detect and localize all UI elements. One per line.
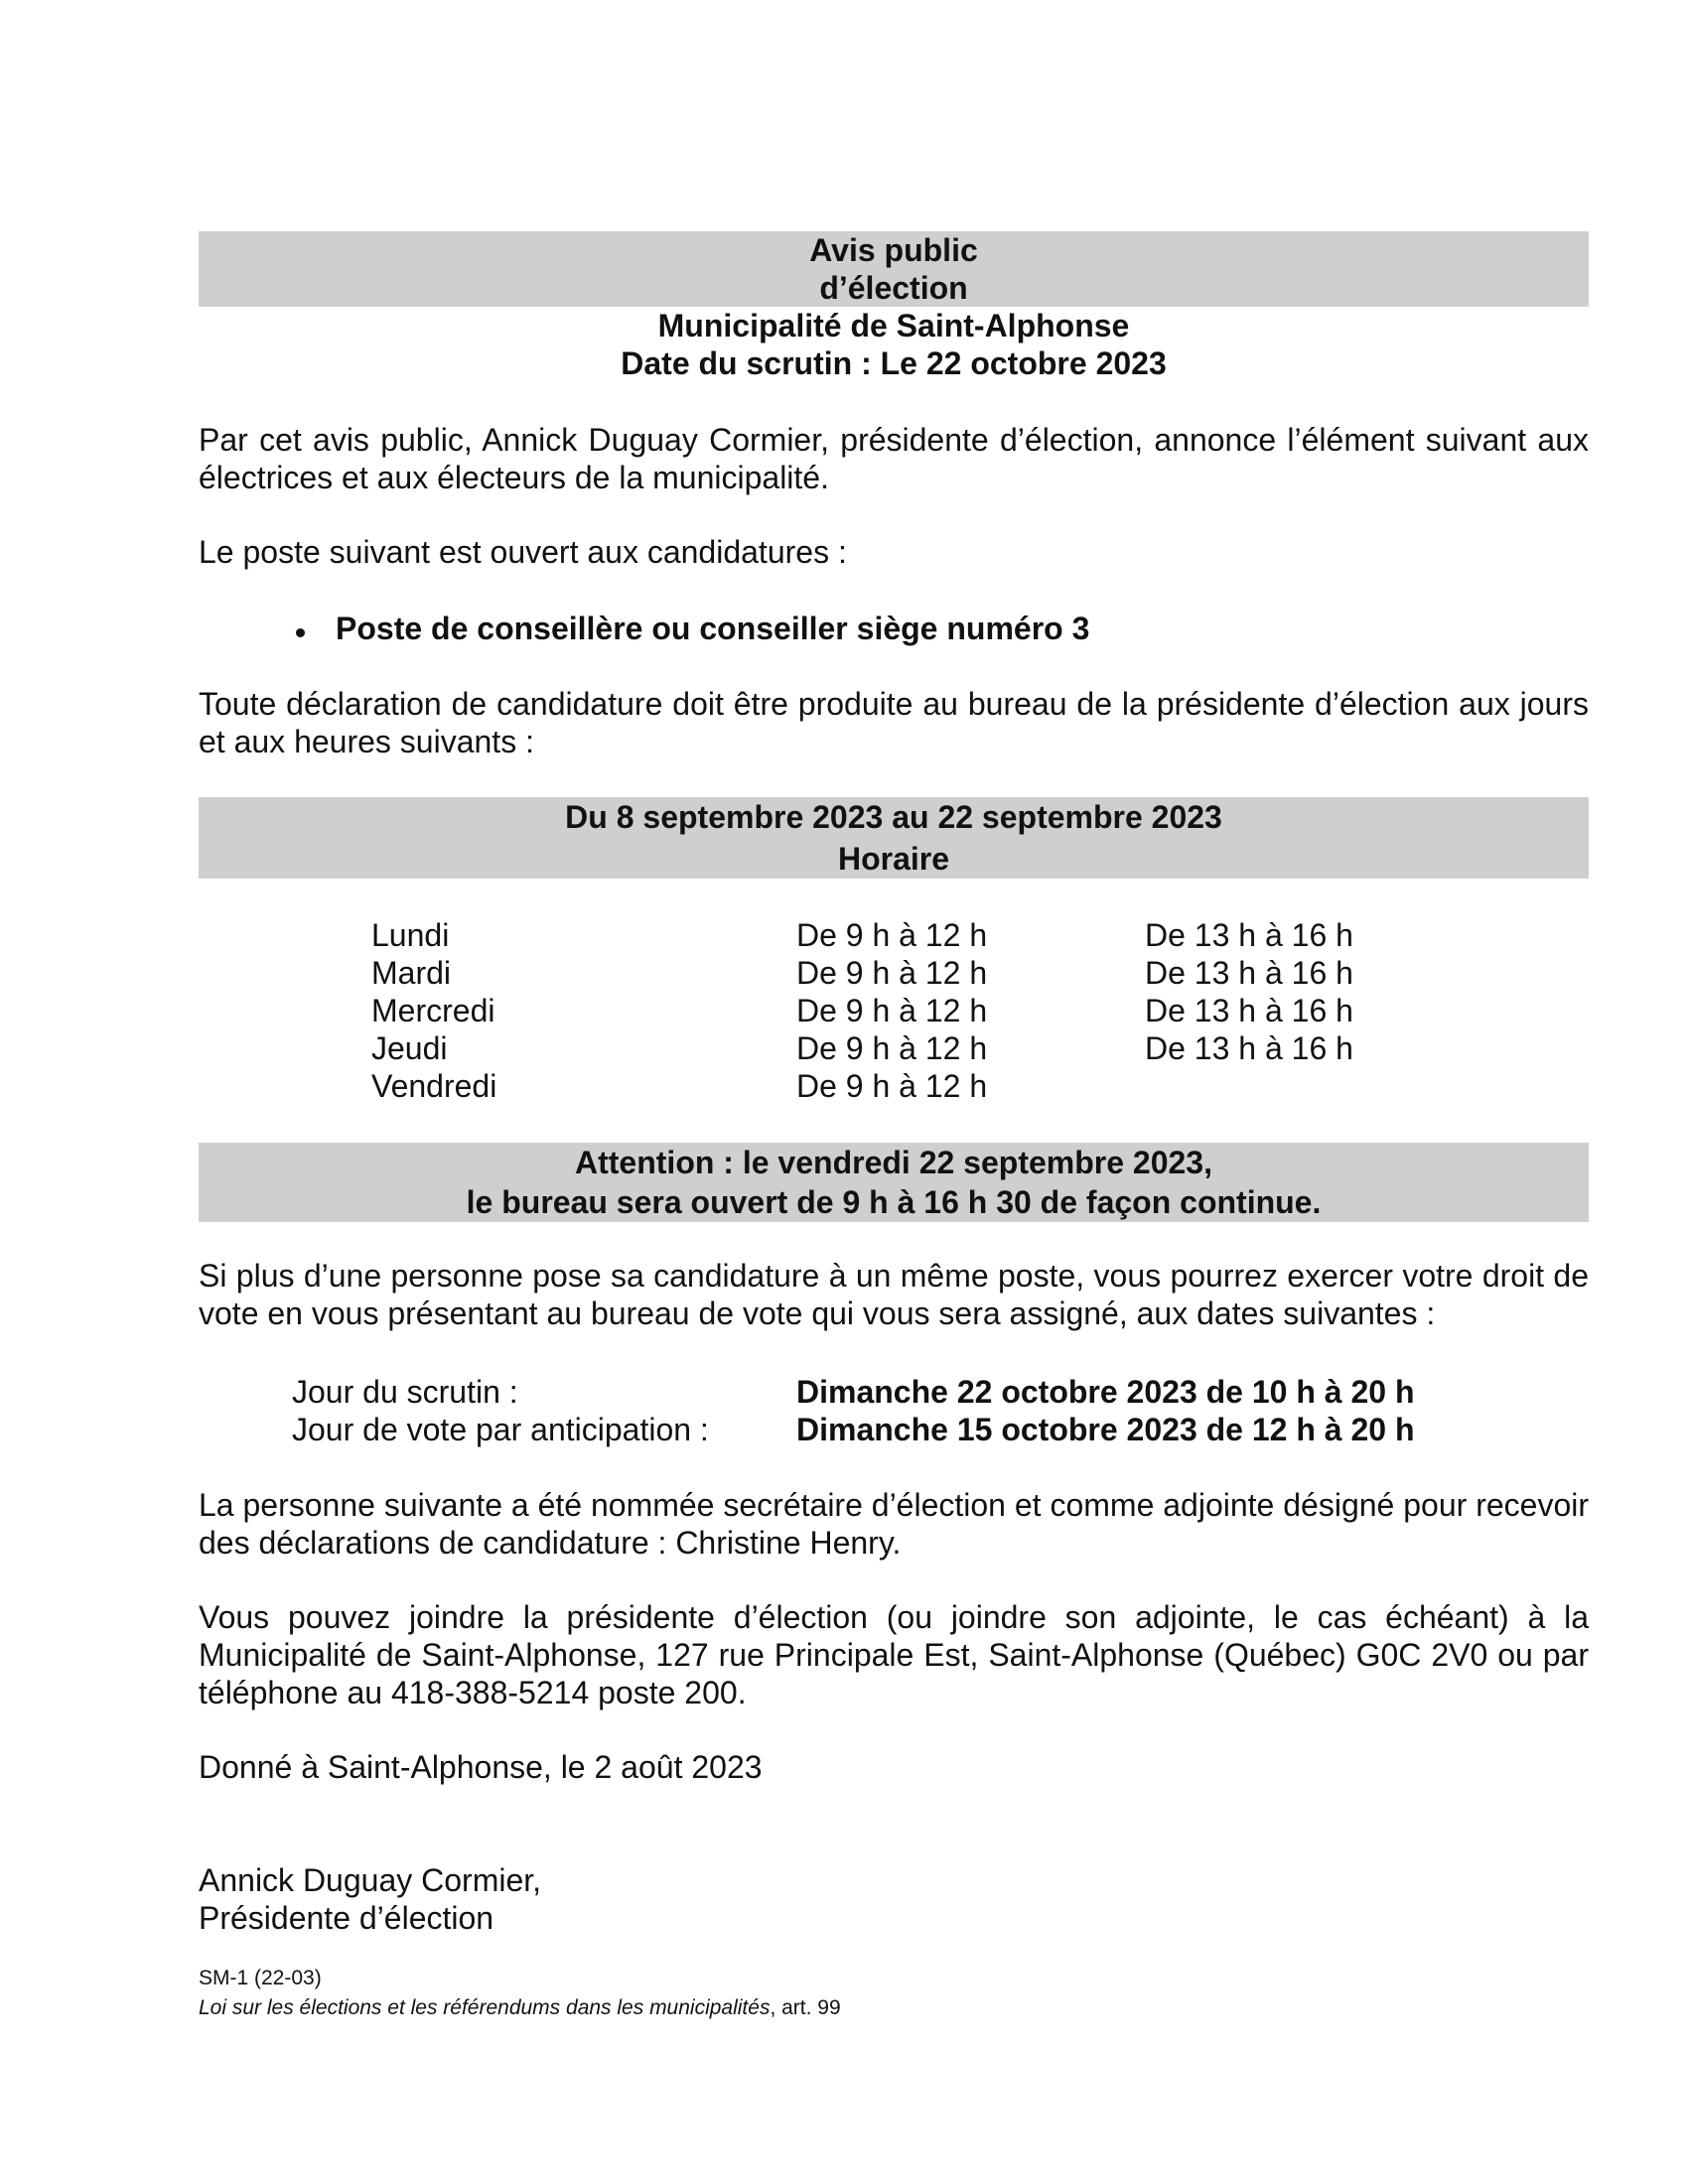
schedule-afternoon: De 13 h à 16 h [1145, 993, 1353, 1028]
attention-line-2: le bureau sera ouvert de 9 h à 16 h 30 de façon continue. [466, 1184, 1322, 1220]
signatory-name: Annick Duguay Cormier, [199, 1862, 542, 1898]
given-line: Donné à Saint-Alphonse, le 2 août 2023 [199, 1749, 763, 1785]
notice-title: Avis public [809, 232, 978, 268]
period-dates: Du 8 septembre 2023 au 22 septembre 2023 [565, 799, 1222, 835]
schedule-day: Jeudi [371, 1030, 448, 1066]
schedule-afternoon: De 13 h à 16 h [1145, 917, 1353, 953]
signatory-title: Présidente d’élection [199, 1900, 494, 1936]
poste-item: Poste de conseillère ou conseiller siège numéro 3 [336, 611, 1090, 646]
schedule-morning: De 9 h à 12 h [796, 1030, 988, 1066]
schedule-day: Vendredi [371, 1068, 497, 1104]
vote-date-value: Dimanche 22 octobre 2023 de 10 h à 20 h [796, 1374, 1415, 1410]
legal-reference [199, 1993, 841, 2023]
declaration-paragraph: Toute déclaration de candidature doit être produite au bureau de la présidente d’élection aux jours et aux heures suivants : [199, 686, 1589, 759]
schedule-morning: De 9 h à 12 h [796, 993, 988, 1028]
law-name: Loi sur les élections et les référendums dans les municipalités [199, 1996, 771, 2019]
form-code: SM-1 (22-03) [199, 1967, 322, 1989]
schedule-afternoon: De 13 h à 16 h [1145, 1030, 1353, 1066]
attention-line-1: Attention : le vendredi 22 septembre 2023, [575, 1145, 1212, 1180]
intro-paragraph: Par cet avis public, Annick Duguay Cormier, présidente d’élection, annonce l’élément suivant aux électrices et aux électeurs de la municipalité. [199, 422, 1589, 495]
schedule-label: Horaire [837, 841, 950, 877]
schedule-day: Lundi [371, 917, 450, 953]
schedule-day: Mardi [371, 955, 452, 991]
schedule-day: Mercredi [371, 993, 495, 1028]
bullet-icon [296, 628, 305, 637]
contact-paragraph: Vous pouvez joindre la présidente d’élection (ou joindre son adjointe, le cas échéant) à la Municipalité de Saint-Alphonse, 127 rue Principale Est, Saint-Alphonse (Québec) G0C 2V0 ou par téléphone au 418-388-5214 poste 200. [199, 1599, 1589, 1710]
law-article: , art. 99 [770, 1996, 841, 2019]
notice-subtitle: d’élection [819, 270, 968, 306]
poste-intro: Le poste suivant est ouvert aux candidatures : [199, 534, 847, 570]
vote-date-value: Dimanche 15 octobre 2023 de 12 h à 20 h [796, 1412, 1415, 1447]
schedule-morning: De 9 h à 12 h [796, 917, 988, 953]
schedule-afternoon: De 13 h à 16 h [1145, 955, 1353, 991]
municipality-name: Municipalité de Saint-Alphonse [657, 308, 1130, 343]
secretary-paragraph: La personne suivante a été nommée secrétaire d’élection et comme adjointe désigné pour recevoir des déclarations de candidature : Christine Henry. [199, 1487, 1589, 1561]
vote-date-label: Jour du scrutin : [292, 1374, 518, 1410]
election-date: Date du scrutin : Le 22 octobre 2023 [621, 345, 1167, 381]
vote-paragraph: Si plus d’une personne pose sa candidature à un même poste, vous pourrez exercer votre droit de vote en vous présentant au bureau de vote qui vous sera assigné, aux dates suivantes : [199, 1258, 1589, 1331]
schedule-morning: De 9 h à 12 h [796, 1068, 988, 1104]
schedule-morning: De 9 h à 12 h [796, 955, 988, 991]
vote-date-label: Jour de vote par anticipation : [292, 1412, 709, 1447]
